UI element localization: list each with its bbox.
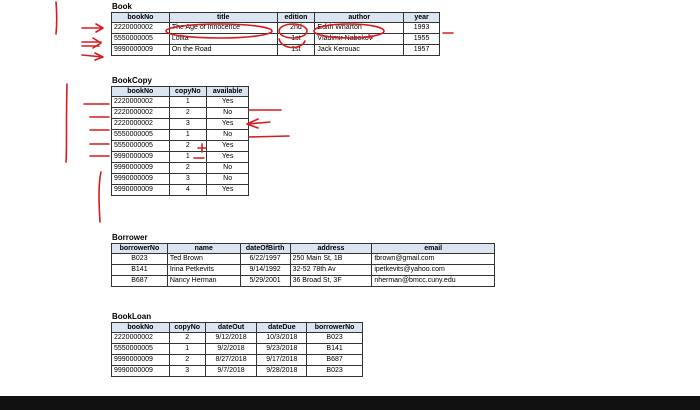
table-cell: 36 Broad St, 3F	[290, 276, 372, 287]
column-header-copyno: copyNo	[169, 87, 207, 97]
table-cell: 2	[169, 333, 205, 344]
table-cell: ipetkevits@yahoo.com	[372, 265, 495, 276]
column-header-datedue: dateDue	[257, 323, 307, 333]
column-header-year: year	[404, 13, 440, 23]
table-cell: 9/23/2018	[257, 344, 307, 355]
annotation-bracket-line	[66, 84, 67, 162]
bookcopy-row	[112, 108, 249, 119]
column-header-borrowerno: borrowerNo	[307, 323, 363, 333]
book-table	[111, 12, 440, 56]
table-cell: Yes	[207, 97, 249, 108]
table-cell: 1993	[404, 23, 440, 34]
bookcopy-row	[112, 163, 249, 174]
table-cell: 1955	[404, 34, 440, 45]
annotation-arrow	[82, 53, 103, 60]
table-cell: B023	[307, 366, 363, 377]
table-cell: B687	[112, 276, 168, 287]
table-cell: 9990000009	[112, 366, 170, 377]
borrower-row	[112, 276, 495, 287]
table-cell: The Age of Innocence	[169, 23, 277, 34]
column-header-address: address	[290, 244, 372, 254]
column-header-dateofbirth: dateOfBirth	[240, 244, 290, 254]
table-cell: 9990000009	[112, 174, 170, 185]
column-header-bookno: bookNo	[112, 323, 170, 333]
table-cell: 9990000009	[112, 355, 170, 366]
table-cell: Yes	[207, 141, 249, 152]
table-cell: 5/29/2001	[240, 276, 290, 287]
table-cell: B141	[307, 344, 363, 355]
table-cell: 9990000009	[112, 185, 170, 196]
column-header-bookno: bookNo	[112, 13, 170, 23]
book-row	[112, 23, 440, 34]
borrower-row	[112, 265, 495, 276]
table-cell: Yes	[207, 119, 249, 130]
table-cell: 9990000009	[112, 163, 170, 174]
annotation-arrow	[247, 119, 270, 128]
table-cell: Irina Petkevits	[167, 265, 240, 276]
borrower-row	[112, 254, 495, 265]
table-cell: No	[207, 130, 249, 141]
table-cell: Edith Wharton	[315, 23, 404, 34]
table-cell: 10/3/2018	[257, 333, 307, 344]
annotation-bracket-line	[56, 2, 57, 34]
bookloan-section-title: BookLoan	[112, 312, 152, 321]
table-cell: 9/12/2018	[205, 333, 257, 344]
annotation-bracket-line	[99, 172, 101, 222]
bottom-bar	[0, 396, 700, 410]
column-header-edition: edition	[277, 13, 315, 23]
table-cell: 9/17/2018	[257, 355, 307, 366]
bookloan-table	[111, 322, 363, 377]
book-row	[112, 34, 440, 45]
table-cell: tbrown@gmail.com	[372, 254, 495, 265]
table-cell: Nancy Herman	[167, 276, 240, 287]
table-cell: Vladimir Nabokov	[315, 34, 404, 45]
table-cell: 1957	[404, 45, 440, 56]
table-cell: B687	[307, 355, 363, 366]
annotation-arrow	[82, 38, 101, 48]
table-cell: B023	[112, 254, 168, 265]
table-cell: 4	[169, 185, 207, 196]
table-cell: 1st	[277, 45, 315, 56]
bookcopy-section-title: BookCopy	[112, 76, 152, 85]
table-cell: 1	[169, 130, 207, 141]
table-cell: 9990000009	[112, 152, 170, 163]
table-cell: No	[207, 174, 249, 185]
column-header-dateout: dateOut	[205, 323, 257, 333]
table-cell: No	[207, 163, 249, 174]
bookcopy-row	[112, 130, 249, 141]
table-cell: 2	[169, 108, 207, 119]
table-header-row	[112, 13, 440, 23]
column-header-title: title	[169, 13, 277, 23]
table-cell: B023	[307, 333, 363, 344]
bookcopy-row	[112, 119, 249, 130]
table-cell: 2	[169, 163, 207, 174]
borrower-section-title: Borrower	[112, 233, 148, 242]
table-cell: 1	[169, 97, 207, 108]
bookcopy-row	[112, 141, 249, 152]
bookcopy-row	[112, 152, 249, 163]
column-header-borrowerno: borrowerNo	[112, 244, 168, 254]
table-cell: 2	[169, 355, 205, 366]
table-cell: 5550000005	[112, 34, 170, 45]
table-cell: 5550000005	[112, 344, 170, 355]
table-cell: Ted Brown	[167, 254, 240, 265]
table-cell: 9/2/2018	[205, 344, 257, 355]
borrower-table	[111, 243, 495, 287]
table-cell: 5550000005	[112, 130, 170, 141]
table-cell: Yes	[207, 152, 249, 163]
column-header-copyno: copyNo	[169, 323, 205, 333]
bookcopy-row	[112, 185, 249, 196]
table-cell: 3	[169, 174, 207, 185]
table-cell: 2220000002	[112, 333, 170, 344]
column-header-name: name	[167, 244, 240, 254]
table-header-row	[112, 87, 249, 97]
table-cell: 2220000002	[112, 108, 170, 119]
table-cell: 5550000005	[112, 141, 170, 152]
column-header-available: available	[207, 87, 249, 97]
bookcopy-table	[111, 86, 249, 196]
column-header-author: author	[315, 13, 404, 23]
book-section-title: Book	[112, 2, 132, 11]
table-cell: 9/7/2018	[205, 366, 257, 377]
table-cell: 1st	[277, 34, 315, 45]
table-cell: Jack Kerouac	[315, 45, 404, 56]
table-cell: 9990000009	[112, 45, 170, 56]
table-cell: 1	[169, 152, 207, 163]
table-cell: On the Road	[169, 45, 277, 56]
table-cell: 2nd	[277, 23, 315, 34]
table-header-row	[112, 244, 495, 254]
bookcopy-row	[112, 97, 249, 108]
table-cell: nherman@bmcc.cuny.edu	[372, 276, 495, 287]
table-cell: 2220000002	[112, 97, 170, 108]
table-cell: No	[207, 108, 249, 119]
bookloan-row	[112, 333, 363, 344]
table-cell: 3	[169, 119, 207, 130]
table-cell: 3	[169, 366, 205, 377]
table-header-row	[112, 323, 363, 333]
table-cell: Yes	[207, 185, 249, 196]
bookloan-row	[112, 344, 363, 355]
book-row	[112, 45, 440, 56]
annotation-tick	[249, 136, 289, 137]
table-cell: 6/22/1997	[240, 254, 290, 265]
bookcopy-row	[112, 174, 249, 185]
bookloan-row	[112, 366, 363, 377]
table-cell: 2220000002	[112, 119, 170, 130]
annotation-arrow	[82, 24, 103, 32]
table-cell: 9/14/1992	[240, 265, 290, 276]
table-cell: B141	[112, 265, 168, 276]
table-cell: Lolita	[169, 34, 277, 45]
table-cell: 32-52 78th Av	[290, 265, 372, 276]
table-cell: 8/27/2018	[205, 355, 257, 366]
table-cell: 2220000002	[112, 23, 170, 34]
table-cell: 1	[169, 344, 205, 355]
table-cell: 9/28/2018	[257, 366, 307, 377]
column-header-bookno: bookNo	[112, 87, 170, 97]
bookloan-row	[112, 355, 363, 366]
table-cell: 250 Main St, 1B	[290, 254, 372, 265]
table-cell: 2	[169, 141, 207, 152]
column-header-email: email	[372, 244, 495, 254]
